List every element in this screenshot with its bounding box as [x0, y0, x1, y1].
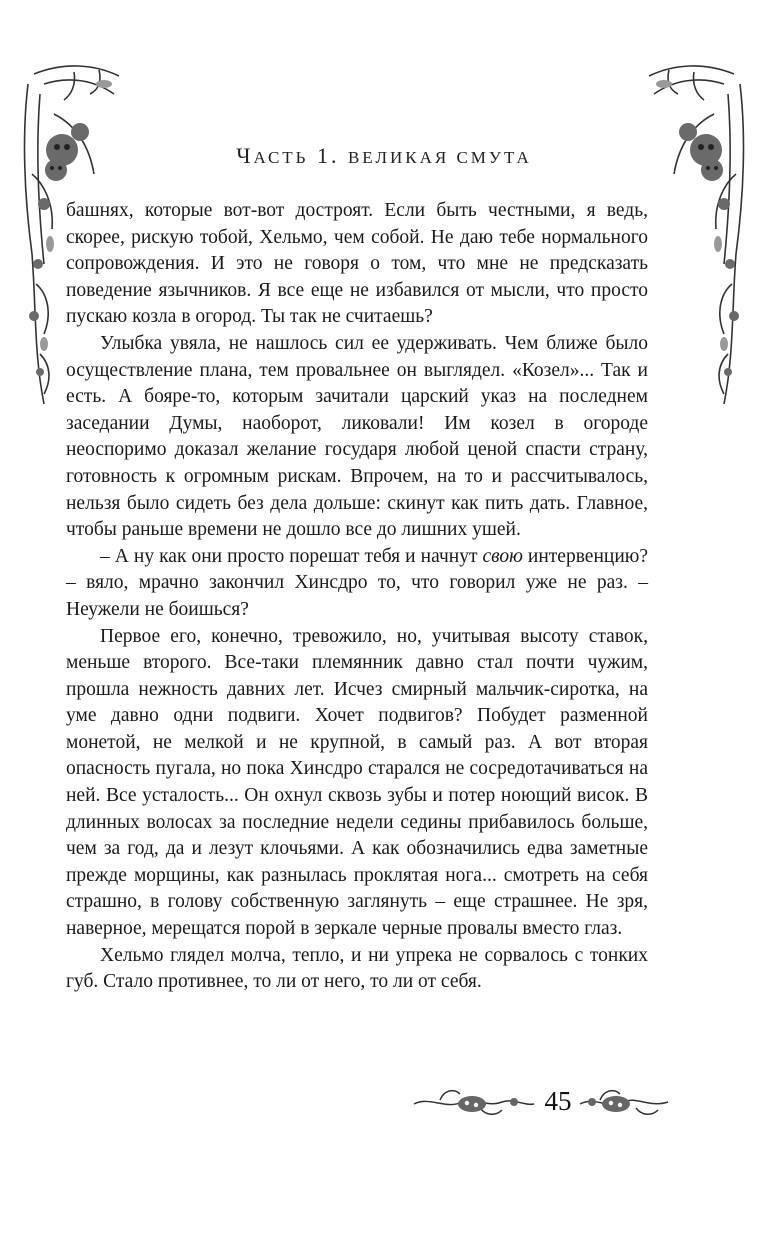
running-head-part-title: ВЕЛИКАЯ СМУТА: [347, 148, 532, 167]
floral-corner-ornament-right: [644, 54, 754, 414]
dialogue-before: – А ну как они просто порешат тебя и начнут: [100, 545, 483, 567]
paragraph: Первое его, конечно, тревожило, но, учитывая высоту ставок, меньше второго. Все-таки племянник давно стал почти чужим, прошла нежность давних лет. Исчез смирный мальчик-сиротка, на уме давно одни подвиги. Хочет подвигов? Побудет разменной монетой, не мелкой и не крупной, в самый раз. А вот вторая опасность пугала, но пока Хинсдро старался не сосредотачиваться на ней. Все усталость... Он охнул сквозь зубы и потер ноющий висок. В длинных волосах за последние недели седины прибавилось больше, чем за год, да и лезут клочьями. А как обозначились едва заметные прежде морщины, как разнылась проклятая нога... смотреть на себя страшно, в голову собственную заглянуть – еще страшнее. Не зря, наверное, мерещатся порой в зеркале черные провалы вместо глаз.: [66, 625, 648, 940]
page-number: 45: [544, 1086, 572, 1116]
body-text: [66, 198, 648, 996]
emphasis: свою: [482, 545, 523, 567]
paragraph-dialogue: [66, 544, 648, 624]
paragraph: Хельмо глядел молча, тепло, и ни упрека не сорвалось с тонких губ. Стало противнее, то ли от него, то ли от себя.: [66, 944, 648, 993]
running-head: [0, 143, 768, 169]
paragraph: Улыбка увяла, не нашлось сил ее удерживать. Чем ближе было осуществление плана, тем провальнее он выглядел. «Козел»... Так и есть. А бояре-то, которым зачитали царский указ на последнем заседании Думы, наоборот, ликовали! Им козел в огороде неоспоримо доказал желание государя любой ценой спасти страну, готовность к огромным рискам. Впрочем, на то и рассчитывалось, нельзя было сидеть без дела дольше: скинут как пить дать. Главное, чтобы раньше времени не дошло все до лишних ушей.: [66, 332, 648, 541]
dialogue-after: интервенцию? – вяло, мрачно закончил Хинсдро то, что говорил уже не раз. – Неужели не боишься?: [66, 545, 648, 620]
running-head-part-number: 1.: [316, 143, 340, 168]
running-head-part-initial: Ч: [236, 143, 254, 168]
paragraph: башнях, которые вот-вот достроят. Если быть честными, я ведь, скорее, рискую тобой, Хельмо, чем собой. Не даю тебе нормального сопровождения. И это не говоря о том, что мне не предсказать поведение язычников. Я все еще не избавился от мысли, что просто пускаю козла в огород. Ты так не считаешь?: [66, 200, 648, 328]
running-head-part-word: АСТЬ: [253, 148, 309, 167]
